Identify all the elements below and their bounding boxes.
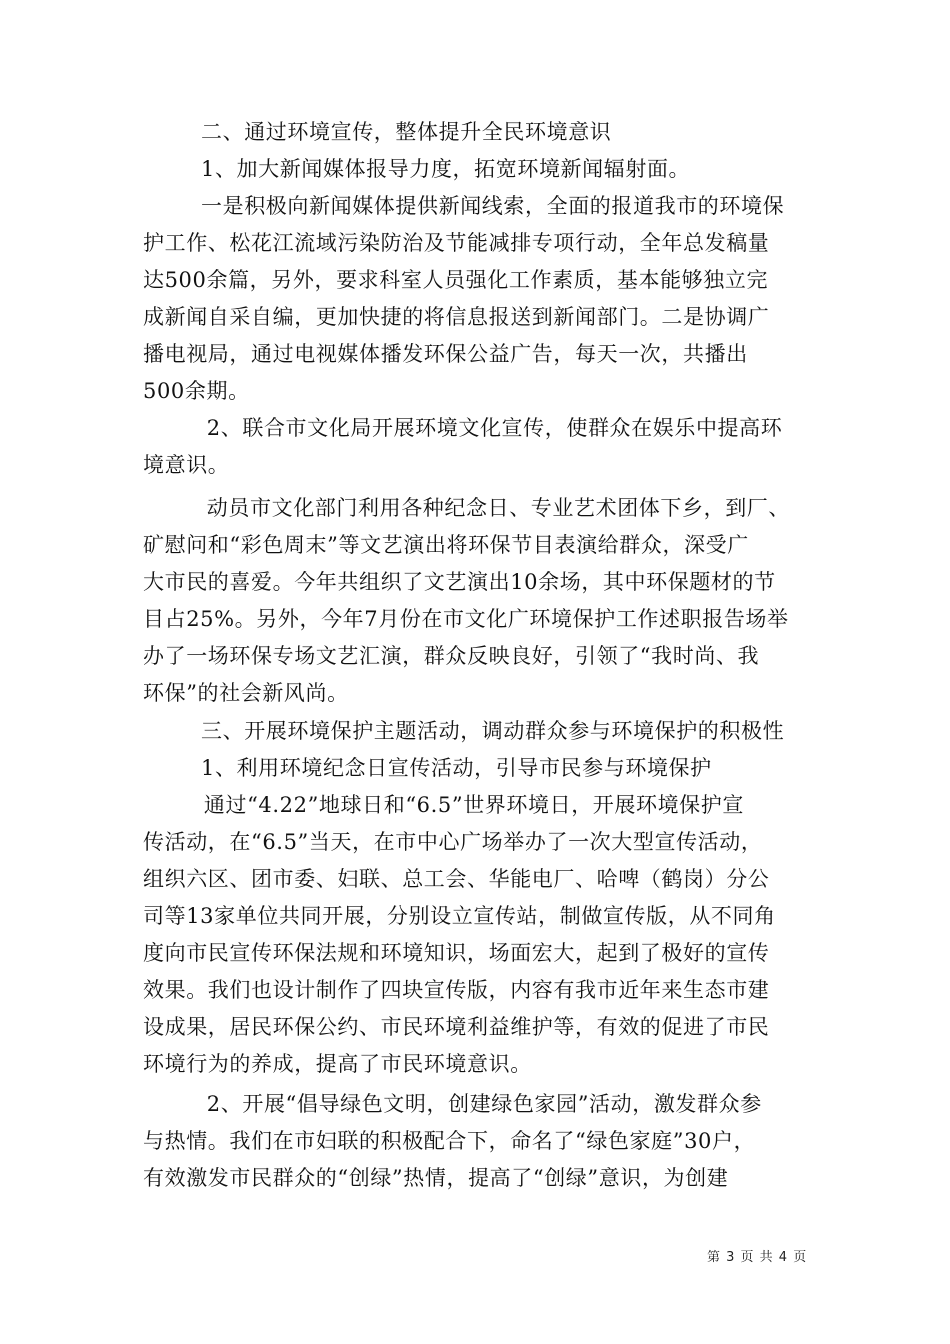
text-line: 一是积极向新闻媒体提供新闻线索，全面的报道我市的环境保 [201,194,785,218]
text-line: 护工作、松花江流域污染防治及节能减排专项行动，全年总发稿量 [143,231,770,255]
page-number-footer: 第 3 页 共 4 页 [707,1250,808,1265]
text-line: 环保”的社会新风尚。 [143,681,349,705]
text-line: 500余期。 [143,379,250,403]
text-line: 境意识。 [143,453,230,477]
text-line: 二、通过环境宣传，整体提升全民环境意识 [201,120,612,144]
text-line: 设成果，居民环保公约、市民环境利益维护等，有效的促进了市民 [143,1015,770,1039]
text-line: 大市民的喜爱。今年共组织了文艺演出10余场，其中环保题材的节 [143,570,776,594]
text-line: 1、利用环境纪念日宣传活动，引导市民参与环境保护 [201,756,712,780]
text-line: 2、开展“倡导绿色文明，创建绿色家园”活动，激发群众参 [206,1092,762,1116]
text-line: 三、开展环境保护主题活动，调动群众参与环境保护的积极性 [201,719,785,743]
text-line: 成新闻自采自编，更加快捷的将信息报送到新闻部门。二是协调广 [143,305,770,329]
text-line: 效果。我们也设计制作了四块宣传版，内容有我市近年来生态市建 [143,978,770,1002]
text-line: 司等13家单位共同开展，分别设立宣传站，制做宣传版，从不同角 [143,904,776,928]
text-line: 矿慰问和“彩色周末”等文艺演出将环保节目表演给群众，深受广 [143,533,749,557]
text-line: 环境行为的养成，提高了市民环境意识。 [143,1052,532,1076]
text-line: 动员市文化部门利用各种纪念日、专业艺术团体下乡，到厂、 [206,496,790,520]
text-line: 与热情。我们在市妇联的积极配合下，命名了“绿色家庭”30户， [143,1129,756,1153]
text-line: 通过“4.22”地球日和“6.5”世界环境日，开展环境保护宣 [203,793,744,817]
text-line: 办了一场环保专场文艺汇演，群众反映良好，引领了“我时尚、我 [143,644,760,668]
text-line: 达500余篇，另外，要求科室人员强化工作素质，基本能够独立完 [143,268,769,292]
text-line: 1、加大新闻媒体报导力度，拓宽环境新闻辐射面。 [201,157,691,181]
text-line: 播电视局，通过电视媒体播发环保公益广告，每天一次，共播出 [143,342,748,366]
text-line: 2、联合市文化局开展环境文化宣传，使群众在娱乐中提高环 [206,416,783,440]
text-line: 目占25%。另外，今年7月份在市文化广环境保护工作述职报告场举 [143,607,789,631]
text-line: 有效激发市民群众的“创绿”热情，提高了“创绿”意识，为创建 [143,1166,729,1190]
text-line: 组织六区、团市委、妇联、总工会、华能电厂、哈啤（鹤岗）分公 [143,867,770,891]
text-line: 传活动，在“6.5”当天，在市中心广场举办了一次大型宣传活动， [143,830,763,854]
text-line: 度向市民宣传环保法规和环境知识，场面宏大，起到了极好的宣传 [143,941,770,965]
